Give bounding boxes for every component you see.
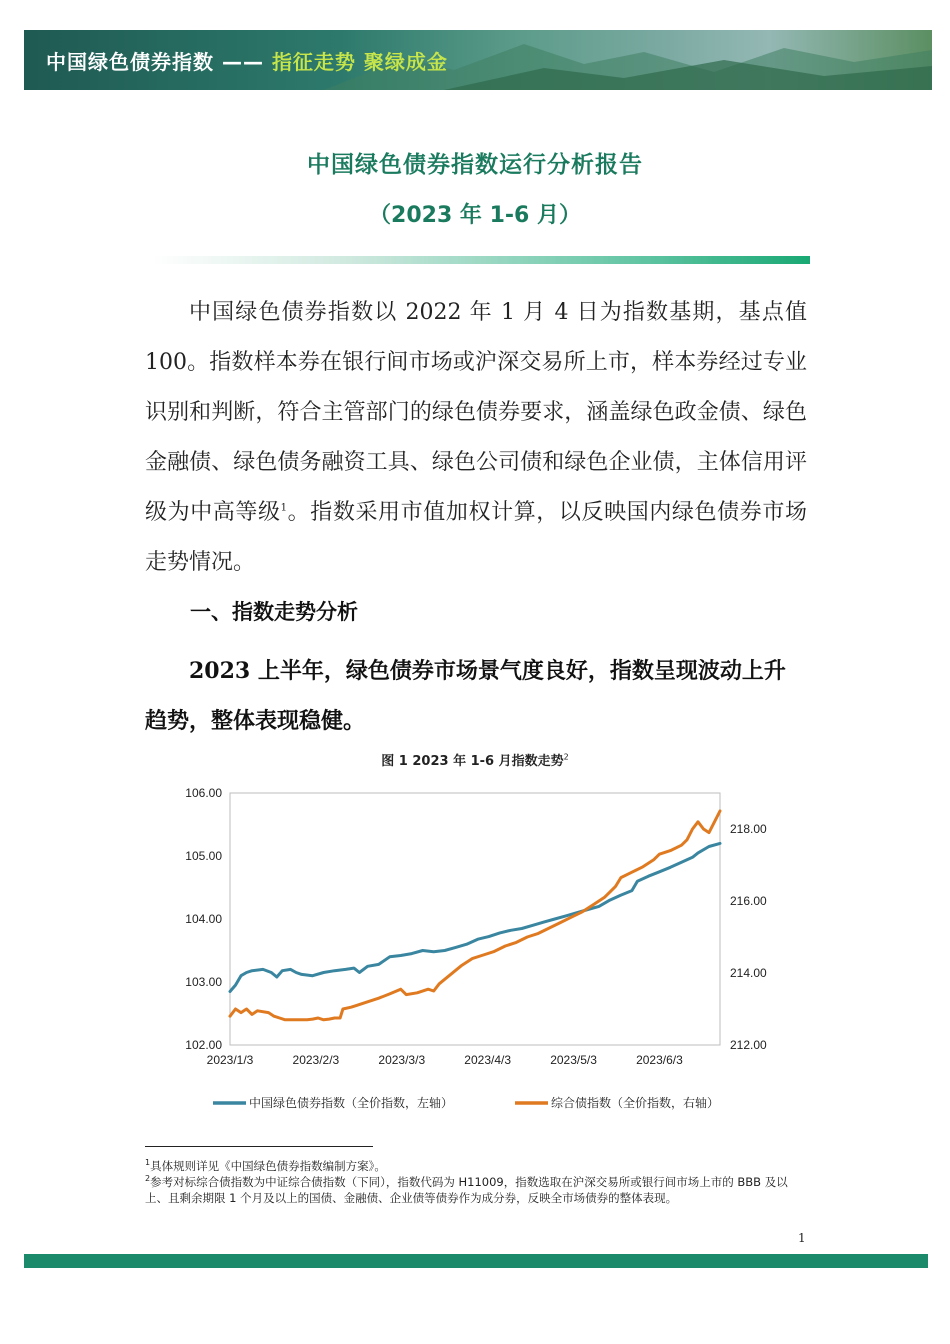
x-axis-tick-label: 2023/3/3 bbox=[378, 1053, 426, 1067]
legend-label: 中国绿色债券指数（全价指数，左轴） bbox=[249, 1096, 454, 1110]
banner-slogan bbox=[46, 46, 448, 75]
footnote-ref-1[interactable]: 1 bbox=[280, 502, 288, 514]
plot-frame bbox=[230, 793, 720, 1045]
left-axis-tick-label: 106.00 bbox=[185, 786, 222, 800]
header-banner bbox=[24, 30, 932, 90]
x-axis-tick-label: 2023/2/3 bbox=[292, 1053, 340, 1067]
footnote-2 bbox=[145, 1171, 810, 1206]
x-axis-tick-label: 2023/1/3 bbox=[206, 1053, 254, 1067]
report-title: 中国绿色债券指数运行分析报告 bbox=[307, 152, 643, 178]
figure-caption-text: 图 1 2023 年 1-6 月指数走势 bbox=[381, 754, 564, 769]
footnote-1-text: 具体规则详见《中国绿色债券指数编制方案》。 bbox=[150, 1158, 386, 1173]
title-divider bbox=[152, 256, 810, 264]
right-axis-tick-label: 218.00 bbox=[730, 822, 767, 836]
footnote-1-number: 1 bbox=[145, 1158, 151, 1167]
intro-text-1: 中国绿色债券指数以 2022 年 1 月 4 日为指数基期，基点值 100。指数样本券在银行间市场或沪深交易所上市，样本券经过专业识别和判断，符合主管部门的绿色债券要求，涵盖绿色政金债、绿色金融债、绿色债务融资工具、绿色公司债和绿色企业债，主体信用评级为中高等级 bbox=[145, 300, 807, 525]
index-trend-chart bbox=[145, 776, 805, 1126]
banner-tagline: 指征走势 聚绿成金 bbox=[271, 50, 448, 74]
figure-caption bbox=[0, 750, 950, 769]
intro-text-2: 。指数采用市值加权计算，以反映国内绿色债券市场走势情况。 bbox=[145, 500, 807, 575]
right-axis-tick-label: 212.00 bbox=[730, 1038, 767, 1052]
page-number: 1 bbox=[798, 1231, 806, 1245]
left-axis-tick-label: 102.00 bbox=[185, 1038, 222, 1052]
composite-bond-index-line bbox=[230, 811, 720, 1020]
intro-paragraph bbox=[145, 288, 807, 588]
left-axis-tick-label: 105.00 bbox=[185, 849, 222, 863]
left-axis-tick-label: 103.00 bbox=[185, 975, 222, 989]
right-axis-tick-label: 214.00 bbox=[730, 966, 767, 980]
footnote-divider bbox=[145, 1146, 373, 1147]
footnote-ref-2[interactable]: 2 bbox=[563, 752, 569, 762]
footer-bar bbox=[24, 1254, 928, 1268]
x-axis-tick-label: 2023/5/3 bbox=[550, 1053, 597, 1067]
report-subtitle: （2023 年 1-6 月） bbox=[369, 203, 581, 228]
footnote-2-number: 2 bbox=[145, 1174, 151, 1183]
left-axis-tick-label: 104.00 bbox=[185, 912, 222, 926]
legend-label: 综合债指数（全价指数，右轴） bbox=[551, 1096, 720, 1110]
x-axis-tick-label: 2023/4/3 bbox=[464, 1053, 512, 1067]
banner-title: 中国绿色债券指数 —— bbox=[46, 50, 264, 74]
right-axis-tick-label: 216.00 bbox=[730, 894, 767, 908]
footnote-2-text: 参考对标综合债指数为中证综合债指数（下同），指数代码为 H11009，指数选取在沪深交易所或银行间市场上市的 BBB 及以上、且剩余期限 1 个月及以上的国债、金融债、企业债等债券作为成分券，反映全市场债券的整体表现。 bbox=[145, 1174, 788, 1205]
summary-paragraph: 2023 上半年，绿色债券市场景气度良好，指数呈现波动上升趋势，整体表现稳健。 bbox=[145, 658, 786, 734]
section-heading: 一、指数走势分析 bbox=[190, 600, 358, 624]
x-axis-tick-label: 2023/6/3 bbox=[636, 1053, 683, 1067]
